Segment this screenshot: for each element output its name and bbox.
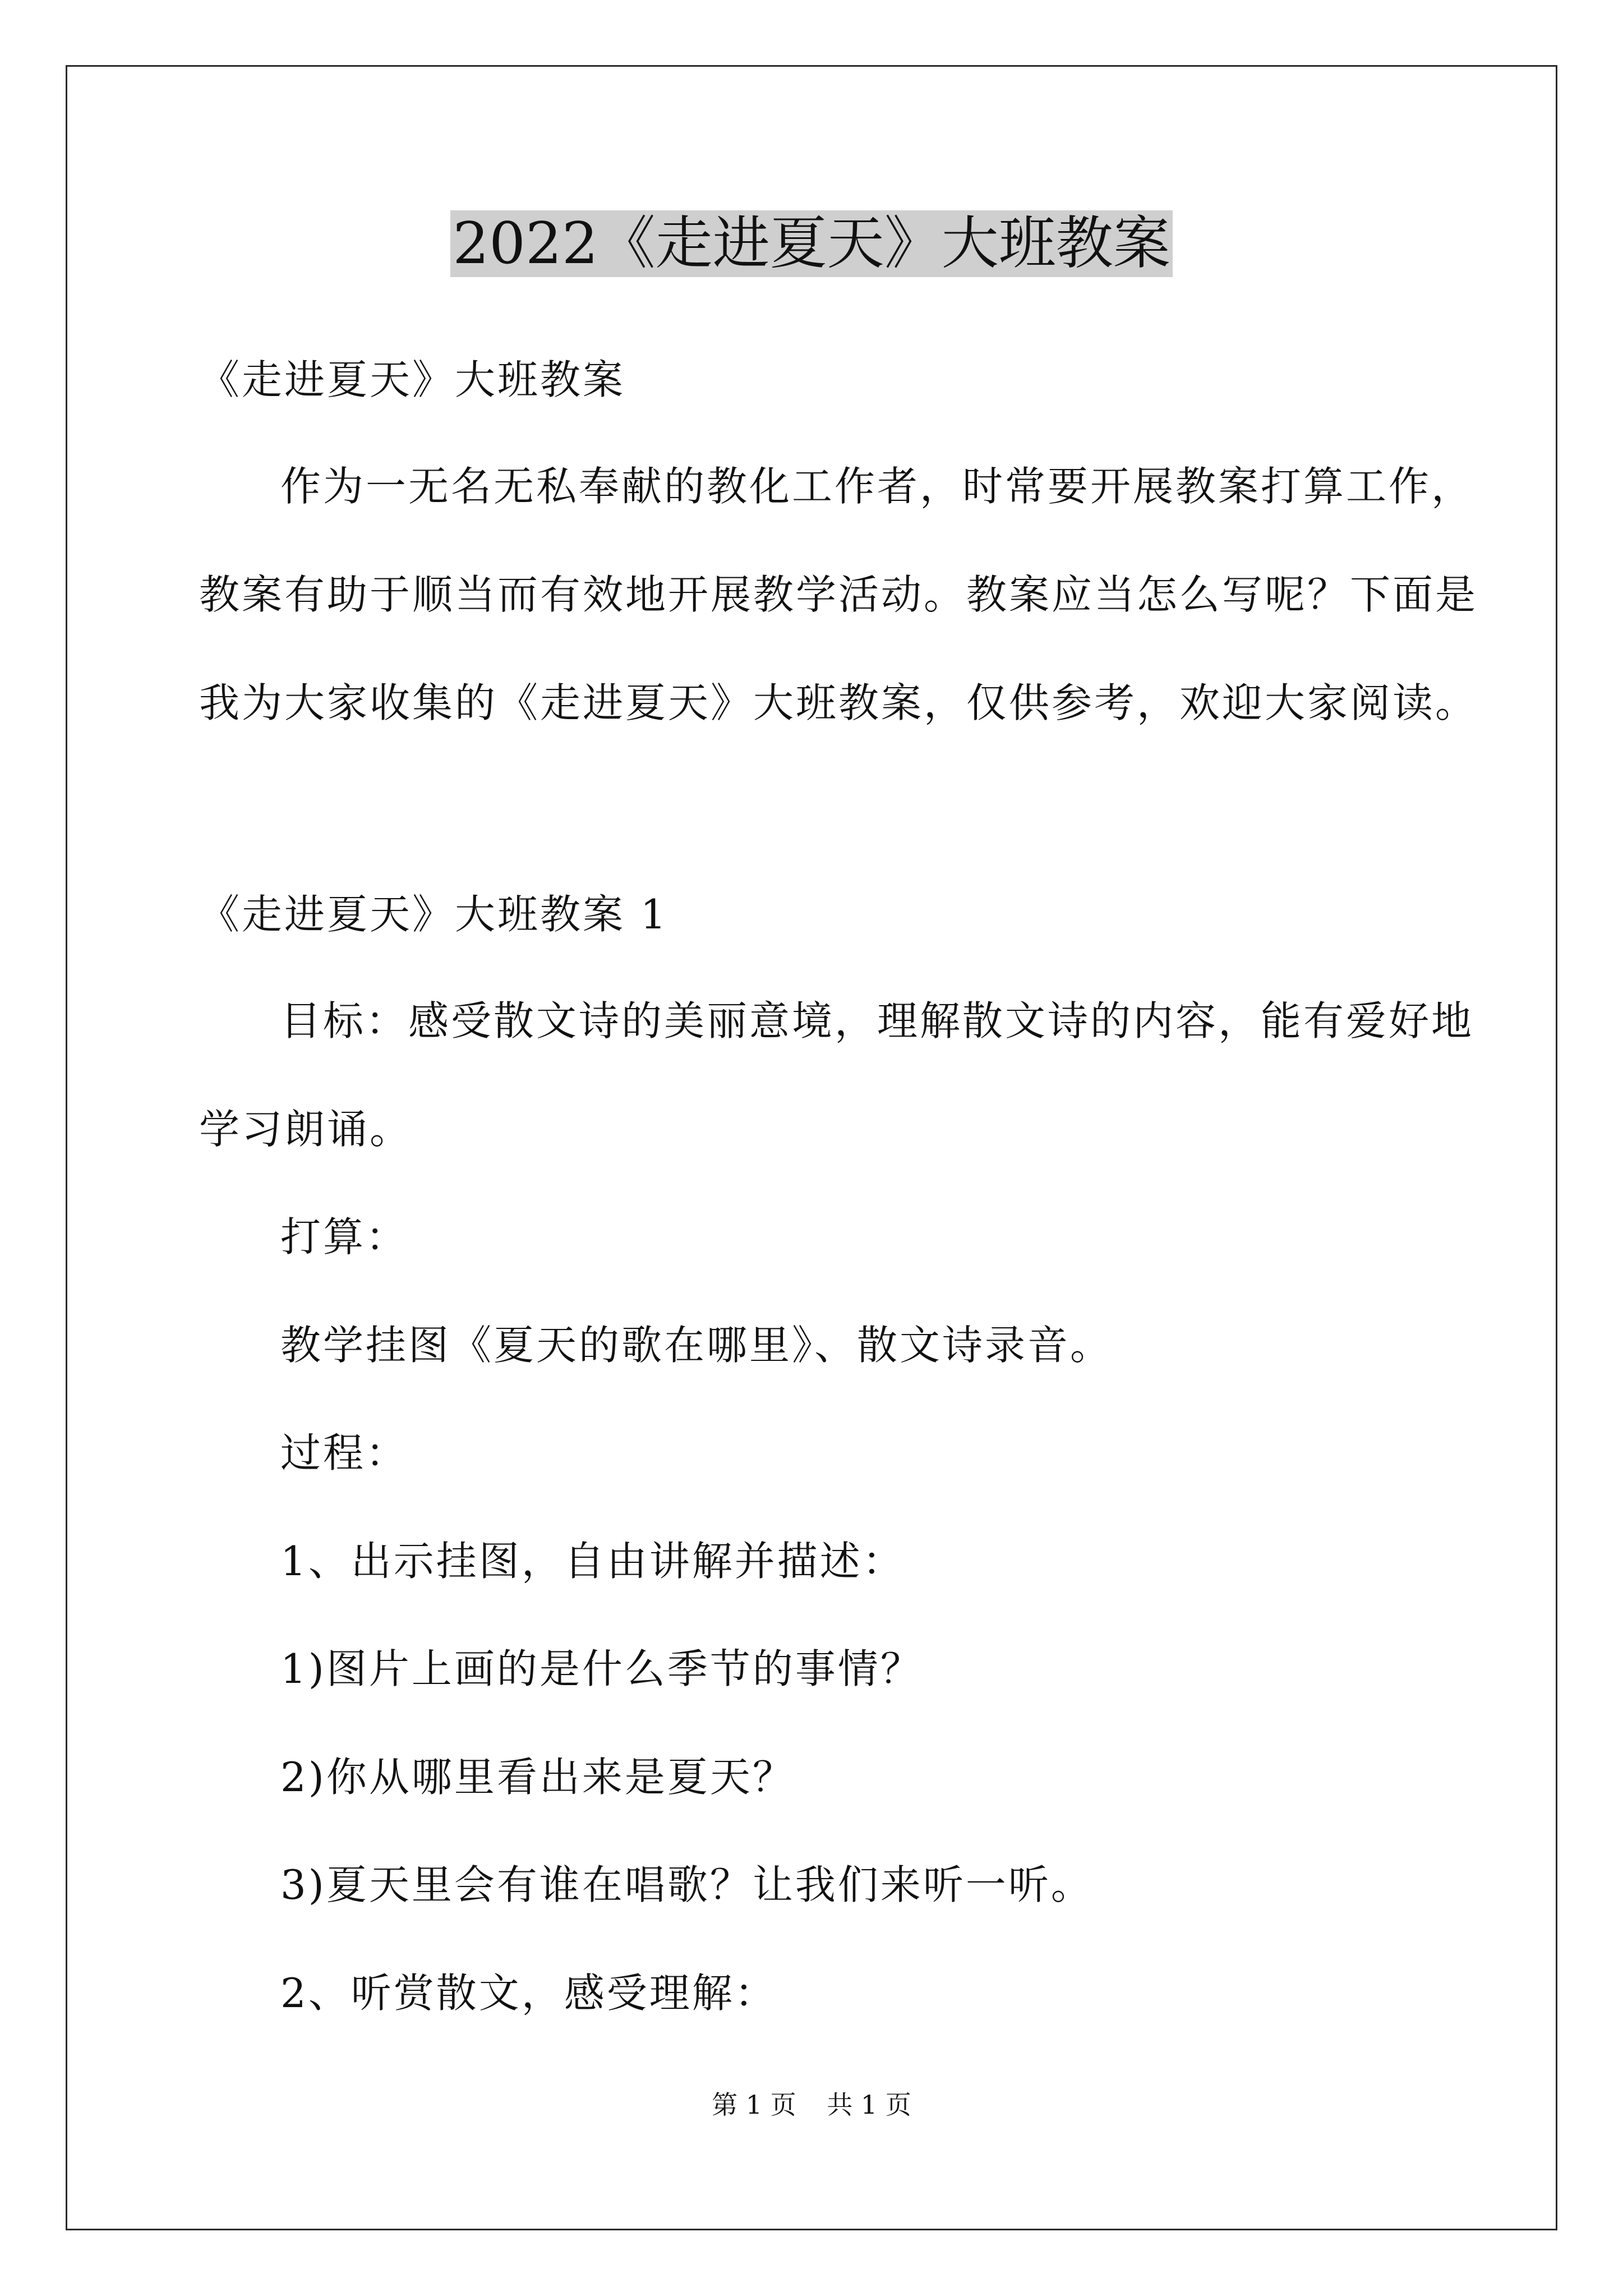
intro-line-1: 作为一无名无私奉献的教化工作者，时常要开展教案打算工作， (280, 463, 1474, 510)
intro-line-3: 我为大家收集的《走进夏天》大班教案，仅供参考，欢迎大家阅读。 (199, 679, 1478, 726)
body-line-goal-cont: 学习朗诵。 (199, 1106, 413, 1153)
body-line-prep-label: 打算： (280, 1213, 409, 1260)
section-heading: 《走进夏天》大班教案 1 (199, 891, 668, 938)
body-line-step-1: 1、出示挂图，自由讲解并描述： (280, 1538, 905, 1585)
body-line-question-1: 1)图片上画的是什么季节的事情？ (280, 1645, 923, 1692)
intro-line-2: 教案有助于顺当而有效地开展教学活动。教案应当怎么写呢？下面是 (199, 571, 1478, 618)
document-title-text: 2022《走进夏天》大班教案 (450, 210, 1173, 277)
body-line-question-3: 3)夏天里会有谁在唱歌？让我们来听一听。 (280, 1861, 1094, 1908)
body-line-step-2: 2、听赏散文，感受理解： (280, 1970, 777, 2017)
page-footer (0, 2088, 1623, 2122)
body-line-question-2: 2)你从哪里看出来是夏天？ (280, 1754, 795, 1801)
body-line-process-label: 过程： (280, 1429, 409, 1476)
page-number-total: 共 1 页 (827, 2090, 911, 2120)
document-subtitle: 《走进夏天》大班教案 (199, 356, 626, 403)
page-number-current: 第 1 页 (712, 2090, 796, 2120)
body-line-goal: 目标：感受散文诗的美丽意境，理解散文诗的内容，能有爱好地 (280, 997, 1474, 1045)
body-line-prep: 教学挂图《夏天的歌在哪里》、散文诗录音。 (280, 1322, 1113, 1369)
document-title (0, 205, 1623, 283)
